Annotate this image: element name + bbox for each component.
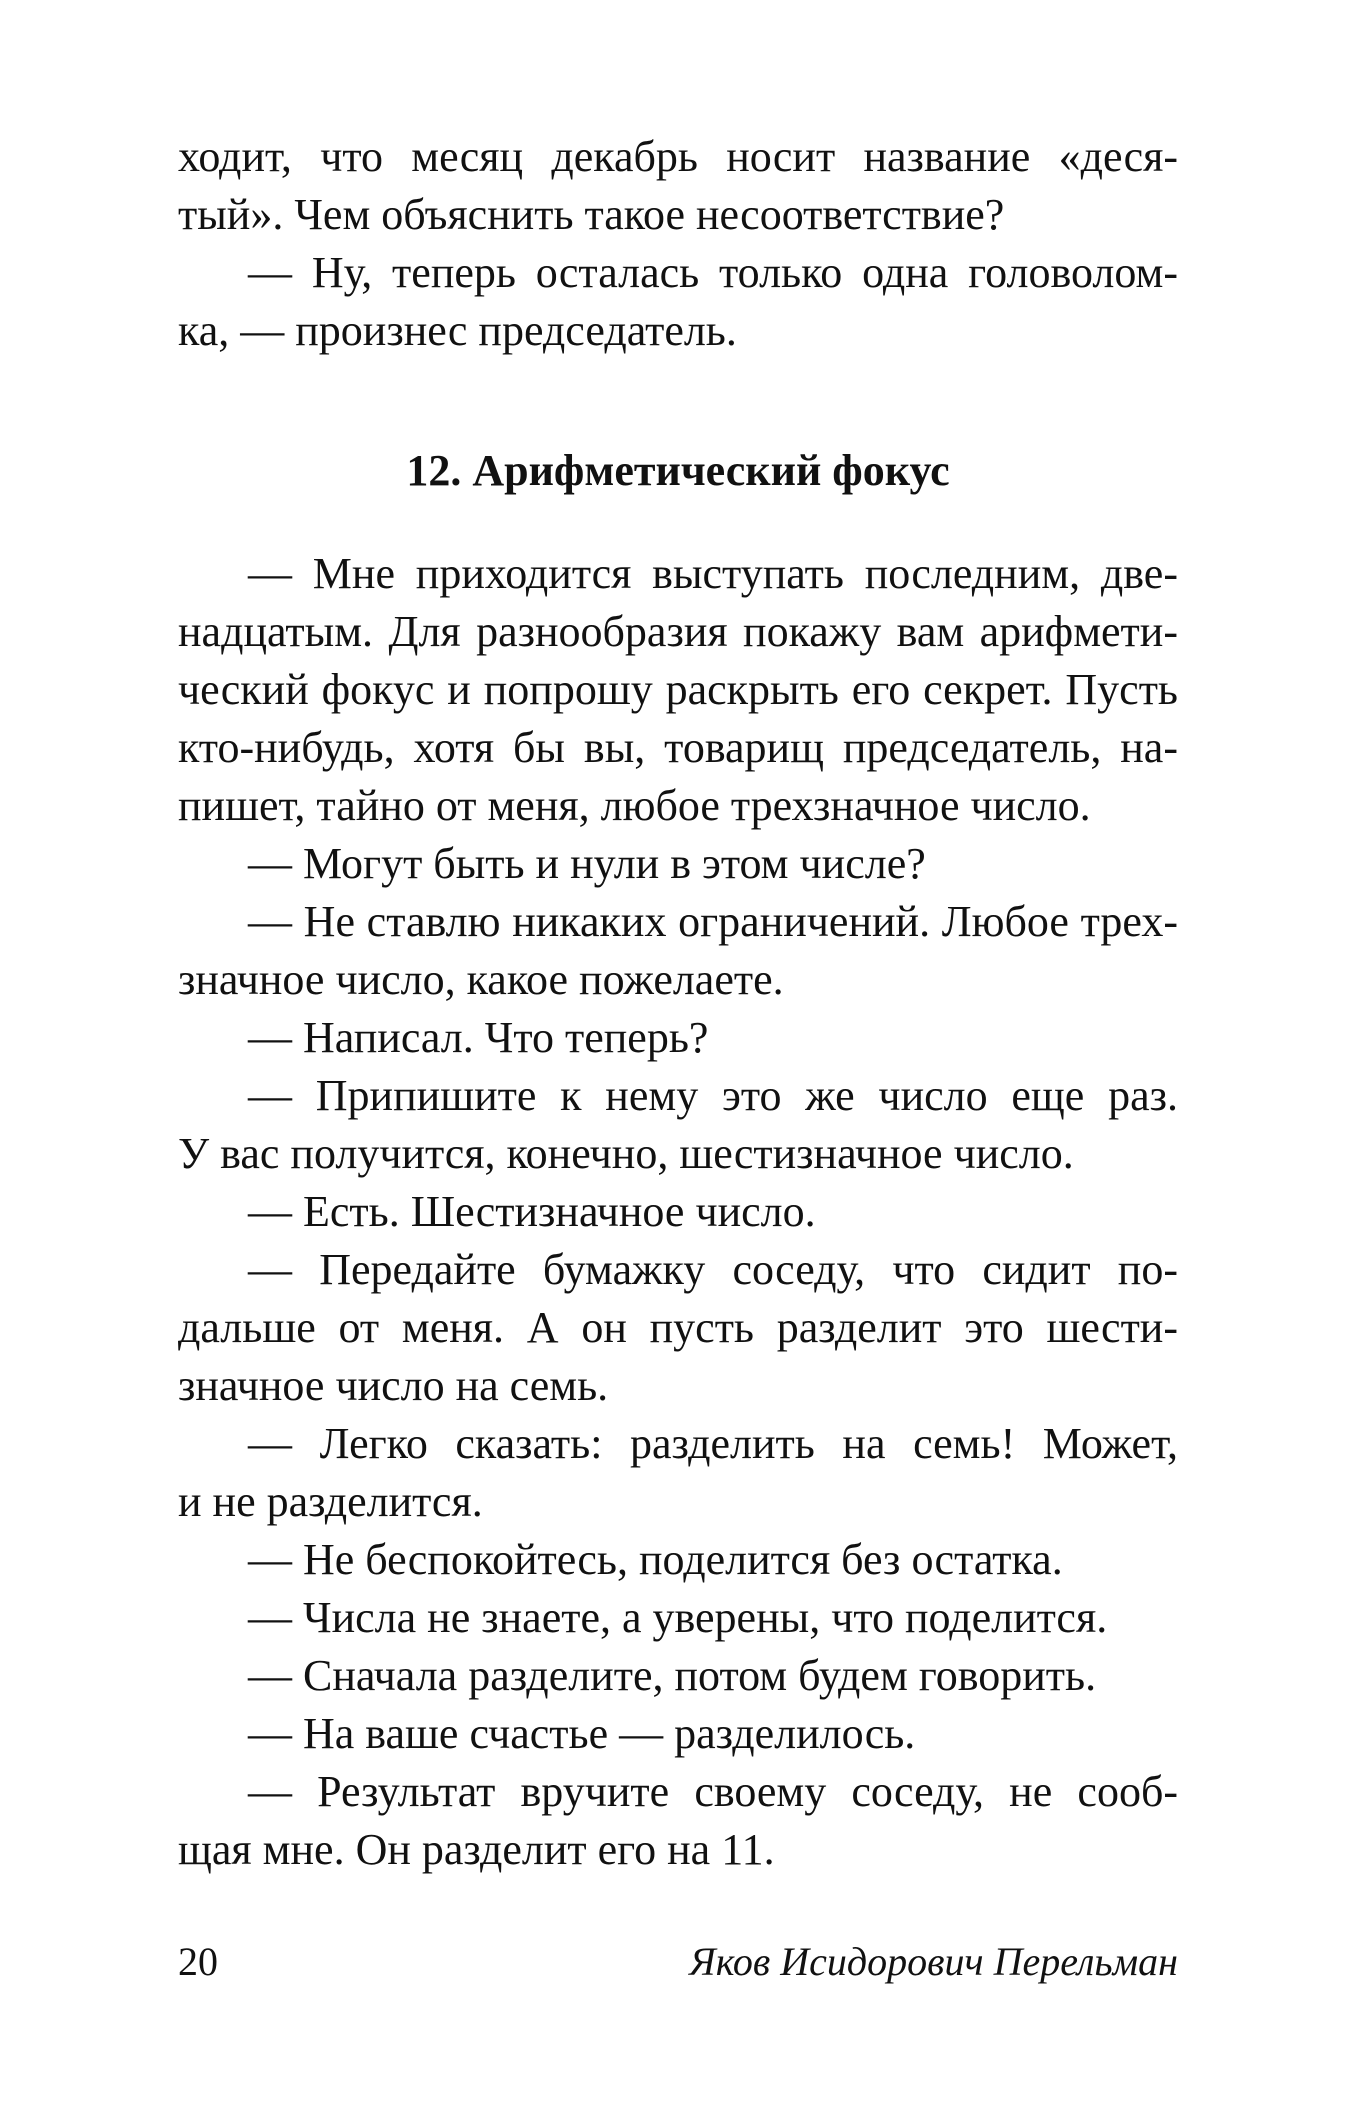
text-line: дальше от меня. А он пусть разделит это шести- <box>178 1303 1178 1352</box>
text-line: пишет, тайно от меня, любое трехзначное число. <box>178 781 1091 830</box>
text-line: и не разделится. <box>178 1477 483 1526</box>
author-name: Яков Исидорович Перельман <box>689 1939 1178 1984</box>
page-footer <box>178 1933 1178 1991</box>
section-heading: 12. Арифметический фокус <box>406 446 950 495</box>
section-body <box>178 545 1178 1879</box>
text-line: — Легко сказать: разделить на семь! Может, <box>248 1419 1178 1468</box>
text-line: — Результат вручите своему соседу, не сооб- <box>248 1767 1178 1816</box>
text-line: — Могут быть и нули в этом числе? <box>248 839 926 888</box>
text-line: — Ну, теперь осталась только одна головолом- <box>248 248 1178 297</box>
text-line: — Передайте бумажку соседу, что сидит по- <box>248 1245 1178 1294</box>
text-line: кто-нибудь, хотя бы вы, товарищ председатель, на- <box>178 723 1178 772</box>
text-line: — Мне приходится выступать последним, две- <box>248 549 1178 598</box>
text-line: — На ваше счастье — разделилось. <box>248 1709 916 1758</box>
text-line: надцатым. Для разнообразия покажу вам арифмети- <box>178 607 1178 656</box>
text-line: ка, — произнес председатель. <box>178 306 737 355</box>
text-line: — Есть. Шестизначное число. <box>248 1187 816 1236</box>
text-line: ческий фокус и попрошу раскрыть его секрет. Пусть <box>178 665 1178 714</box>
text-line: щая мне. Он разделит его на 11. <box>178 1825 775 1874</box>
text-line: — Не ставлю никаких ограничений. Любое трех- <box>248 897 1178 946</box>
text-line: значное число на семь. <box>178 1361 609 1410</box>
top-paragraph <box>178 128 1178 360</box>
text-line: значное число, какое пожелаете. <box>178 955 784 1004</box>
text-line: — Припишите к нему это же число еще раз. <box>248 1071 1178 1120</box>
text-line: У вас получится, конечно, шестизначное число. <box>178 1129 1074 1178</box>
text-line: — Не беспокойтесь, поделится без остатка. <box>248 1535 1063 1584</box>
text-line: — Написал. Что теперь? <box>248 1013 709 1062</box>
page-number: 20 <box>178 1939 218 1984</box>
book-page <box>178 0 1178 2126</box>
text-line: — Сначала разделите, потом будем говорить. <box>248 1651 1097 1700</box>
text-line: тый». Чем объяснить такое несоответствие? <box>178 190 1005 239</box>
text-line: ходит, что месяц декабрь носит название «деся- <box>178 132 1178 181</box>
text-line: — Числа не знаете, а уверены, что поделится. <box>248 1593 1108 1642</box>
